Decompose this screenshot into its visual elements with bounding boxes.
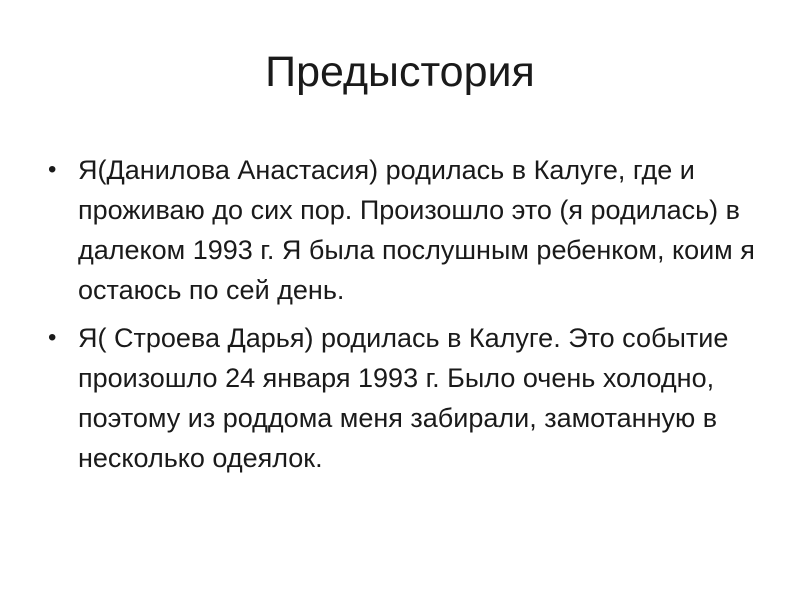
bullet-list: [48, 150, 768, 486]
slide-title: Предыстория: [265, 48, 535, 96]
bullet-icon: •: [48, 156, 57, 183]
bullet-item: [48, 318, 768, 478]
bullet-icon: •: [48, 324, 57, 351]
bullet-text: Я(Данилова Анастасия) родилась в Калуге, где и проживаю до сих пор. Произошло это (я родилась) в далеком 1993 г. Я была послушным ребенком, коим я остаюсь по сей день.: [78, 155, 755, 305]
bullet-text: Я( Строева Дарья) родилась в Калуге. Это событие произошло 24 января 1993 г. Было очень холодно, поэтому из роддома меня забирали, замотанную в несколько одеялок.: [78, 323, 729, 473]
bullet-item: [48, 150, 768, 310]
